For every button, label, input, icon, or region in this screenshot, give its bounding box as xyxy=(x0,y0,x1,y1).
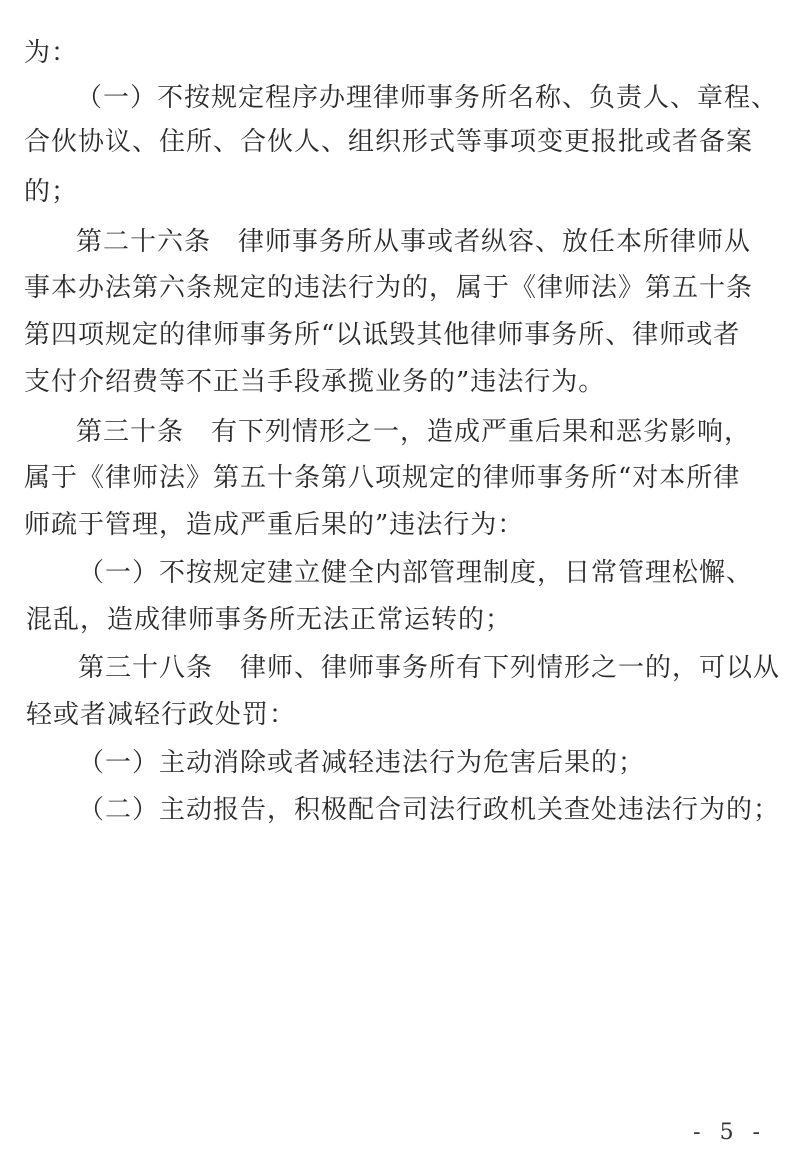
text-line: 混乱，造成律师事务所无法正常运转的； xyxy=(26,605,513,635)
text-line: 第二十六条 律师事务所从事或者纵容、放任本所律师从 xyxy=(76,227,752,257)
text-line: 的； xyxy=(24,177,79,207)
text-line: 第三十条 有下列情形之一，造成严重后果和恶劣影响， xyxy=(76,417,752,447)
text-line: 师疏于管理，造成严重后果的”违法行为： xyxy=(24,510,525,540)
text-line: （一）不按规定建立健全内部管理制度，日常管理松懈、 xyxy=(78,558,754,588)
text-line: 轻或者减轻行政处罚： xyxy=(26,700,297,730)
text-line: 合伙协议、住所、合伙人、组织形式等事项变更报批或者备案 xyxy=(24,127,754,157)
text-line: 第三十八条 律师、律师事务所有下列情形之一的，可以从 xyxy=(78,653,781,683)
text-line: （一）主动消除或者减轻违法行为危害后果的； xyxy=(78,748,646,778)
text-line: （二）主动报告，积极配合司法行政机关查处违法行为的； xyxy=(78,795,781,825)
text-line: 支付介绍费等不正当手段承揽业务的”违法行为。 xyxy=(24,367,606,397)
text-line: 属于《律师法》第五十条第八项规定的律师事务所“对本所律 xyxy=(24,463,741,493)
text-line: 为： xyxy=(24,38,79,68)
text-line: （一）不按规定程序办理律师事务所名称、负责人、章程、 xyxy=(76,83,779,113)
page-number: - 5 - xyxy=(693,1120,766,1145)
text-line: 第四项规定的律师事务所“以诋毁其他律师事务所、律师或者 xyxy=(24,320,741,350)
text-line: 事本办法第六条规定的违法行为的，属于《律师法》第五十条 xyxy=(24,273,754,303)
